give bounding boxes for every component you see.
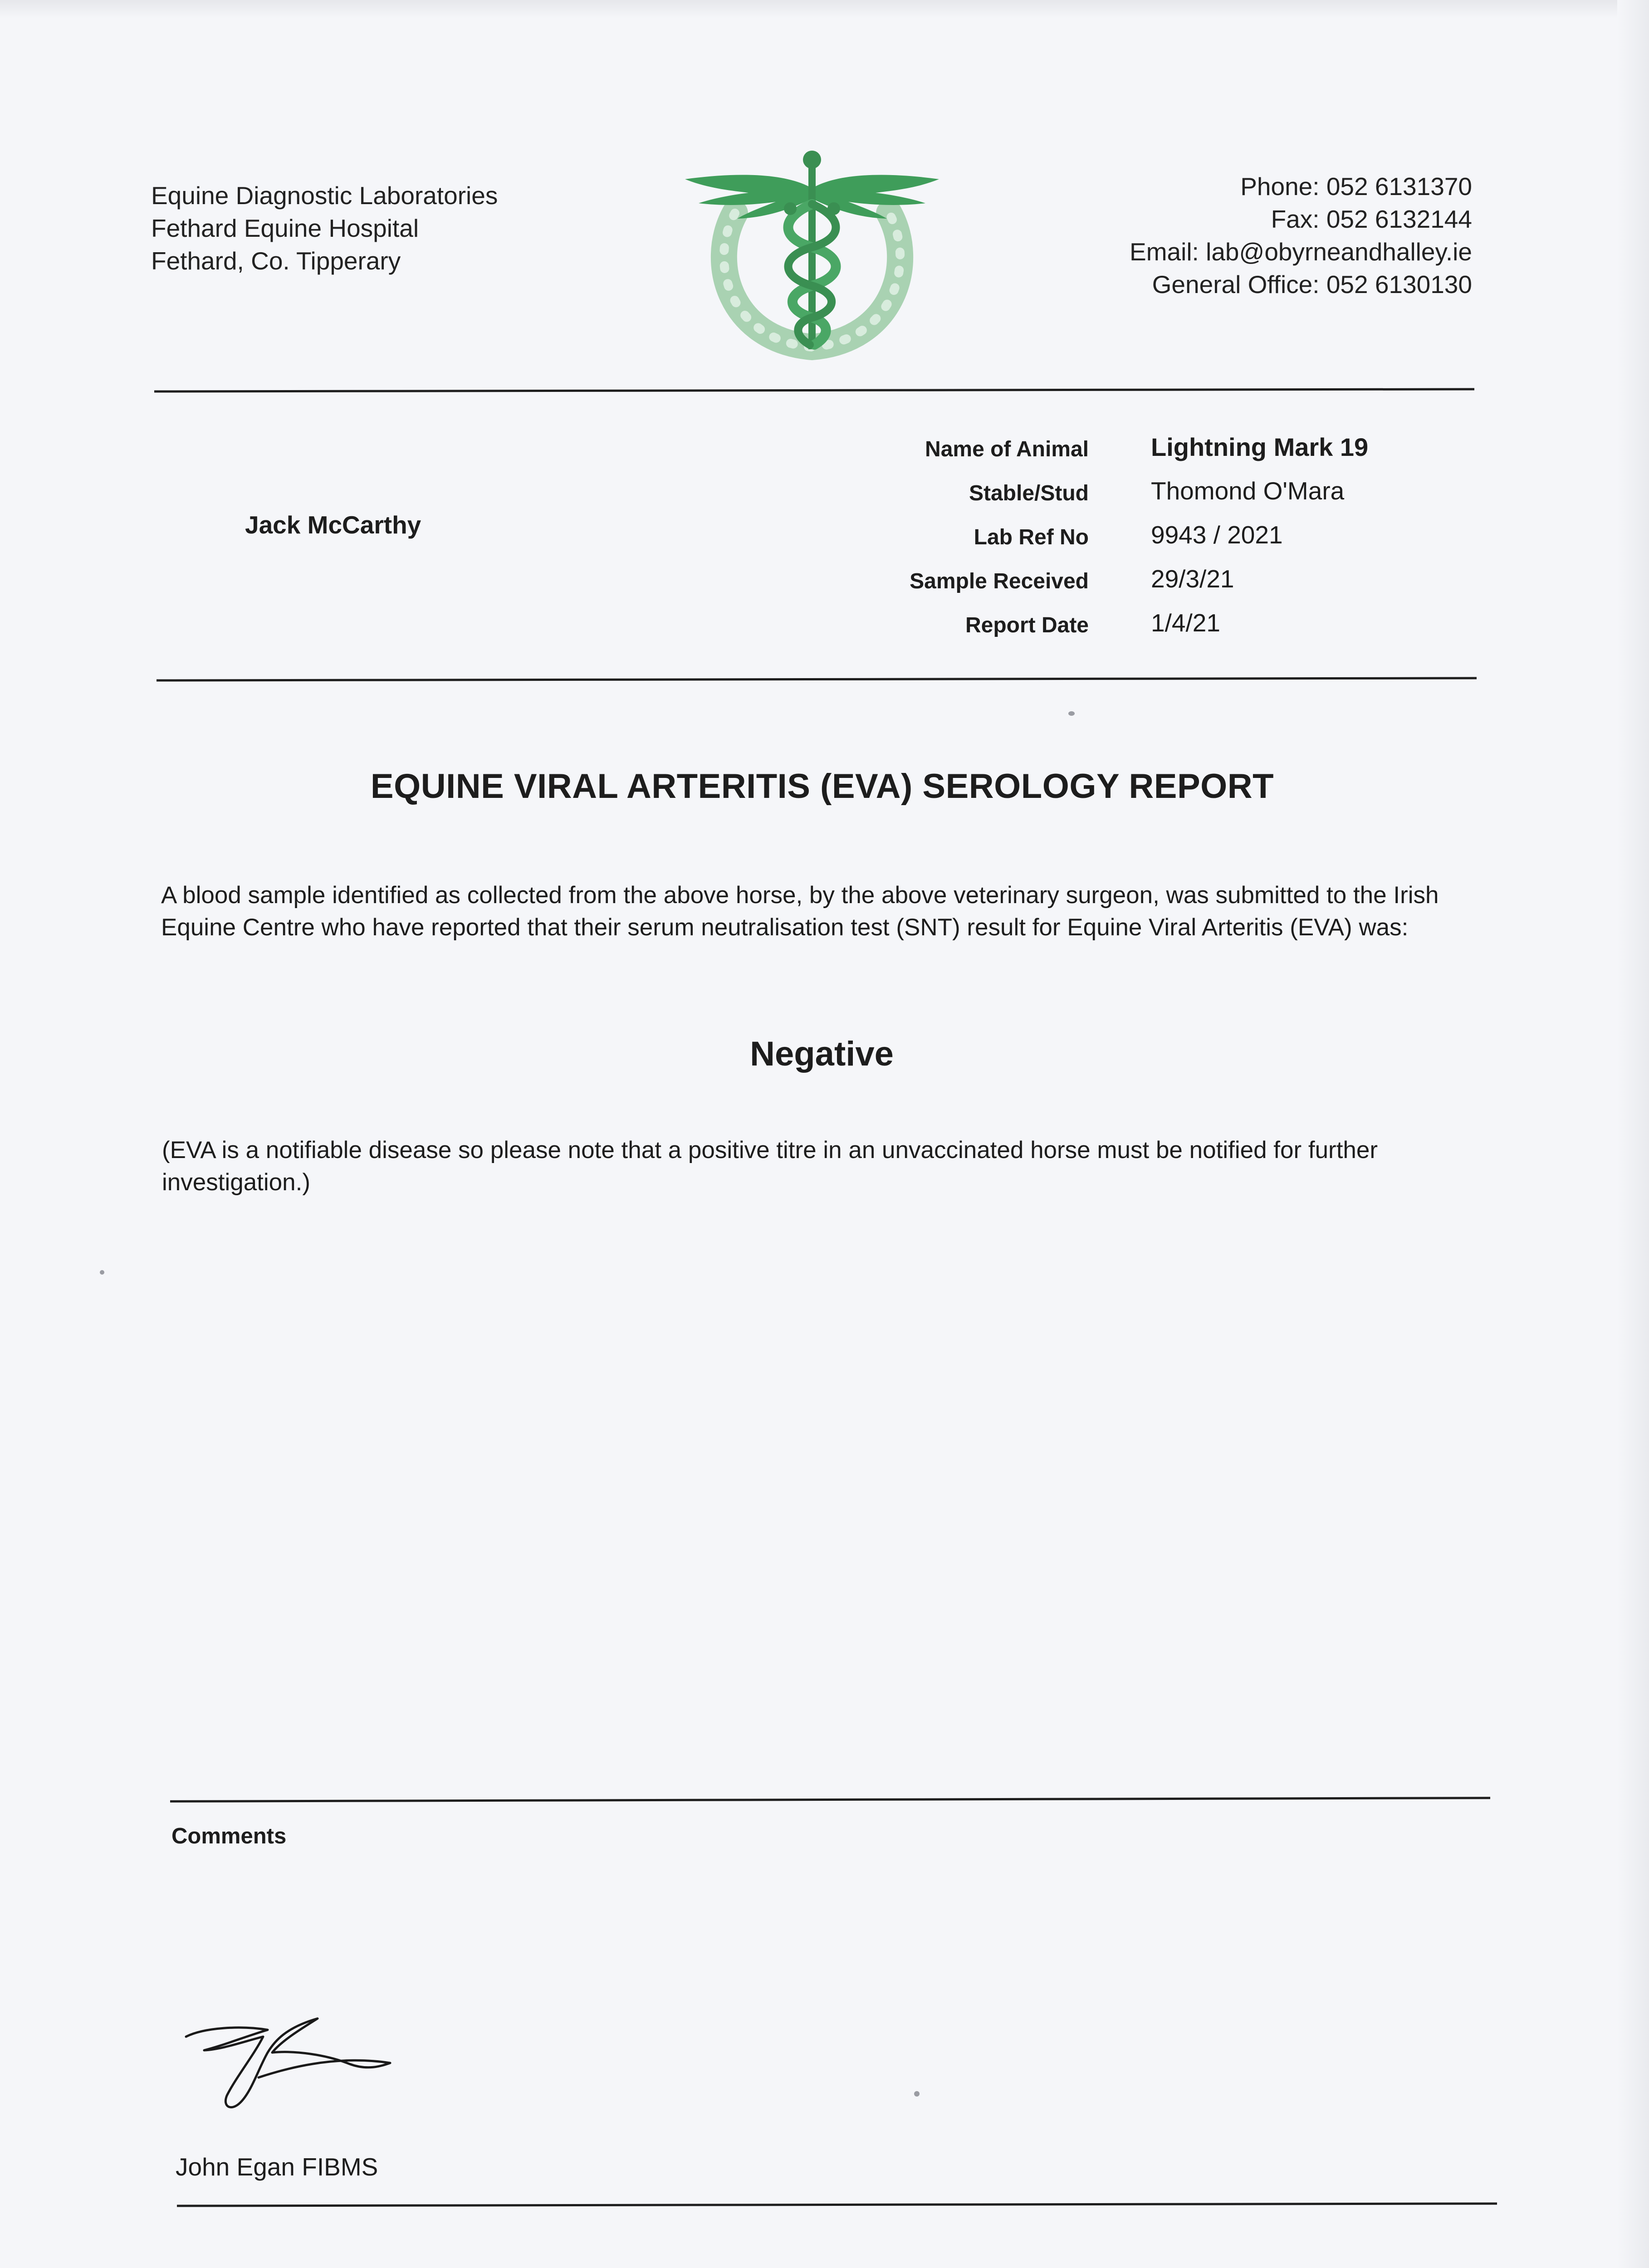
animal-details [853,429,1443,649]
footer-divider [177,2202,1497,2207]
report-date-value: 1/4/21 [1151,609,1220,637]
comments-label: Comments [171,1824,287,1848]
report-intro: A blood sample identified as collected from the above horse, by the above veterinary surgeon, was submitted to the Irish Equine Centre who have reported that their serum neutralisation test (SNT) result for Equine Viral Arteritis (EVA) was: [161,882,1439,941]
lab-phone: Phone: 052 6131370 [1240,172,1472,200]
lab-address-line-2: Fethard Equine Hospital [151,214,419,242]
test-result [0,1034,1649,1074]
lab-address-line-3: Fethard, Co. Tipperary [151,247,401,275]
detail-row-report-date [853,605,1443,649]
report-title-text: EQUINE VIRAL ARTERITIS (EVA) SEROLOGY REPORT [370,767,1274,806]
comments-divider [170,1797,1490,1803]
scan-speck [100,1270,104,1275]
details-divider [157,677,1477,681]
stable-value: Thomond O'Mara [1151,477,1345,505]
lab-fax: Fax: 052 6132144 [1271,205,1472,233]
test-result-text: Negative [750,1035,894,1073]
stable-label: Stable/Stud [969,481,1089,505]
lab-ref-label: Lab Ref No [974,525,1089,549]
animal-name-label: Name of Animal [925,437,1089,461]
report-date-label: Report Date [965,613,1089,637]
handwritten-signature-icon [177,2009,404,2118]
lab-email: Email: lab@obyrneandhalley.ie [1130,238,1472,266]
detail-row-lab-ref [853,517,1443,561]
lab-general-office: General Office: 052 6130130 [1152,270,1472,298]
report-title [0,767,1649,806]
detail-row-stable [853,473,1443,517]
scan-speck [1068,711,1075,716]
scan-speck [914,2091,920,2097]
lab-address-line-1: Equine Diagnostic Laboratories [151,181,498,210]
signatory-name: John Egan FIBMS [176,2153,378,2181]
lab-address [151,179,498,277]
detail-row-animal-name [853,429,1443,473]
lab-contact [1130,170,1472,301]
detail-row-sample-received [853,561,1443,605]
sample-received-label: Sample Received [910,569,1089,593]
caduceus-horseshoe-logo-icon [680,145,944,363]
sample-received-value: 29/3/21 [1151,565,1234,593]
scan-edge-top [0,0,1649,18]
notifiable-note: (EVA is a notifiable disease so please note that a positive titre in an unvaccinated horse must be notified for further investigation.) [162,1137,1378,1196]
scan-edge-right [1617,0,1649,2268]
veterinary-surgeon-name: Jack McCarthy [245,511,421,539]
animal-name-value: Lightning Mark 19 [1151,433,1369,461]
header-divider [154,388,1474,392]
lab-ref-value: 9943 / 2021 [1151,521,1283,549]
